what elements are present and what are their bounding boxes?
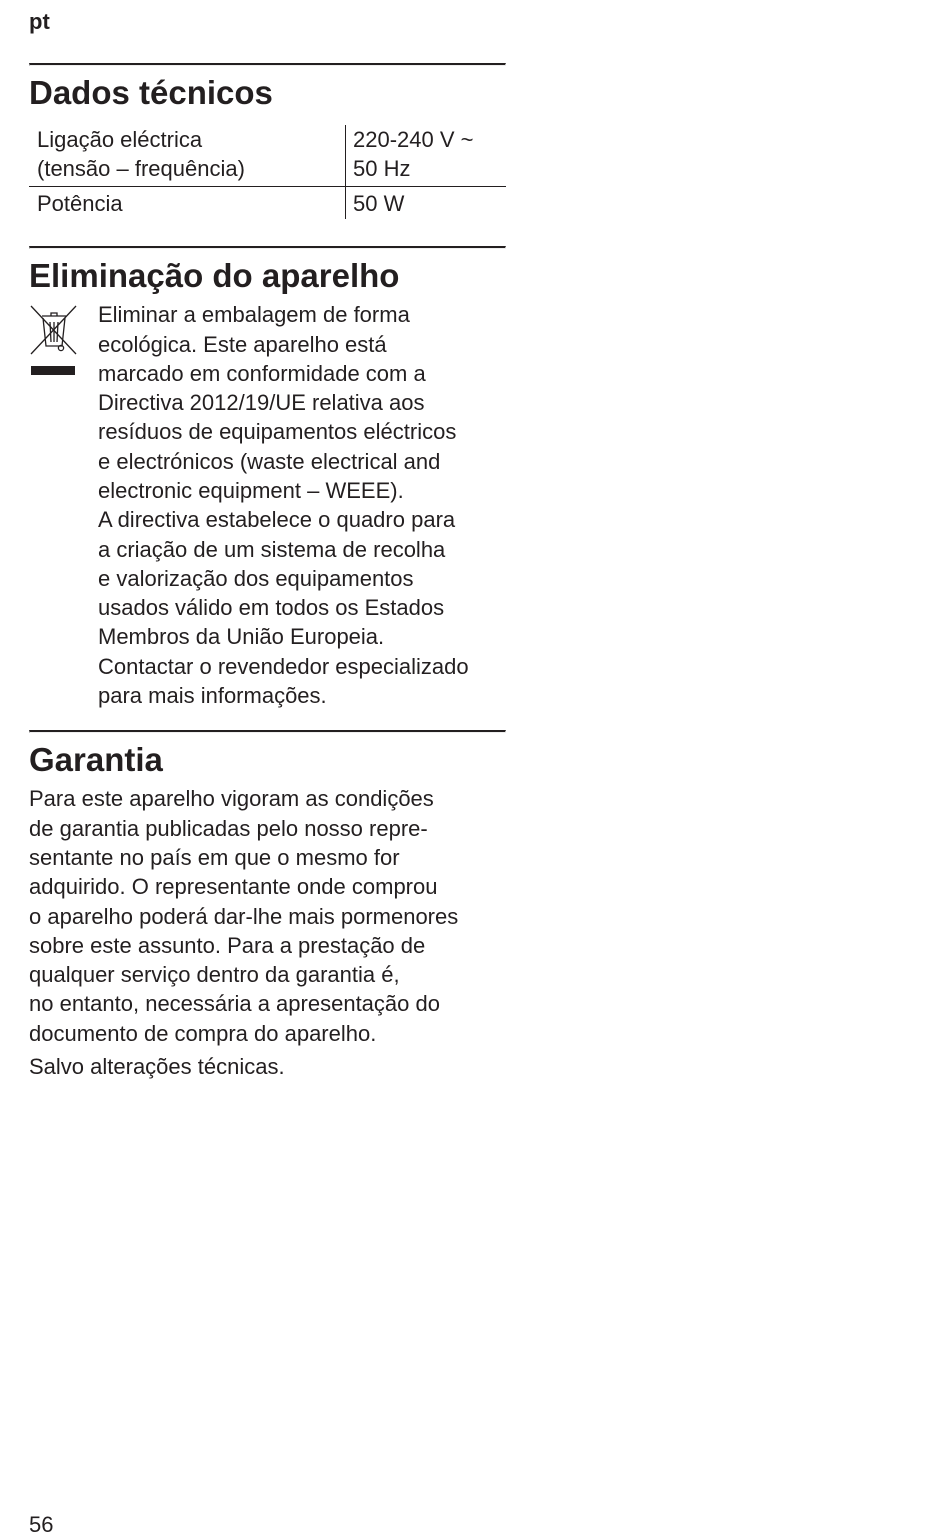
spec-value-line: 220-240 V ~	[353, 127, 474, 152]
text-line: ecológica. Este aparelho está	[98, 331, 387, 357]
text-line: electronic equipment – WEEE).	[98, 478, 404, 503]
spec-value-line: 50 W	[353, 190, 405, 216]
text-line: usados válido em todos os Estados	[98, 595, 445, 621]
text-line: adquirido. O representante onde comprou	[29, 874, 438, 900]
table-row	[29, 125, 506, 186]
disposal-body	[29, 300, 506, 710]
section-divider	[29, 63, 506, 66]
warranty-heading: Garantia	[29, 741, 163, 779]
spec-value-line: 50 Hz	[353, 156, 411, 182]
technical-changes-note: Salvo alterações técnicas.	[29, 1054, 285, 1080]
text-line: Directiva 2012/19/UE relativa aos	[98, 390, 425, 416]
spec-value-electrical-connection	[346, 125, 507, 186]
disposal-text	[98, 300, 469, 710]
section-divider	[29, 246, 506, 249]
spec-label-line: Ligação eléctrica	[37, 127, 203, 152]
technical-data-section	[29, 63, 506, 219]
text-line: resíduos de equipamentos eléctricos	[98, 419, 457, 445]
text-line: A directiva estabelece o quadro para	[98, 507, 456, 533]
spec-label-line: (tensão – frequência)	[37, 156, 245, 182]
text-line: a criação de um sistema de recolha	[98, 536, 446, 562]
text-line: o aparelho poderá dar-lhe mais pormenores	[29, 903, 459, 929]
text-line: marcado em conformidade com a	[98, 360, 426, 386]
text-line: qualquer serviço dentro da garantia é,	[29, 962, 400, 988]
technical-data-heading: Dados técnicos	[29, 74, 273, 111]
spec-label-electrical-connection	[29, 125, 346, 186]
table-row	[29, 186, 506, 219]
warranty-section	[29, 730, 506, 1081]
page-content	[29, 63, 506, 1081]
spec-label-power	[29, 186, 346, 219]
text-line: e electrónicos (waste electrical and	[98, 448, 441, 474]
text-line: no entanto, necessária a apresentação do	[29, 991, 440, 1017]
weee-crossed-bin-icon	[29, 300, 98, 710]
section-divider	[29, 730, 506, 733]
text-line: e valorização dos equipamentos	[98, 565, 414, 591]
disposal-heading: Eliminação do aparelho	[29, 257, 400, 295]
specs-table	[29, 125, 506, 219]
language-tag: pt	[29, 9, 50, 34]
text-line: Membros da União Europeia.	[98, 624, 385, 650]
text-line: sentante no país em que o mesmo for	[29, 844, 400, 870]
text-line: Eliminar a embalagem de forma	[98, 302, 410, 328]
text-line: sobre este assunto. Para a prestação de	[29, 932, 426, 958]
text-line: para mais informações.	[98, 683, 327, 709]
text-line: Contactar o revendedor especializado	[98, 653, 469, 679]
disposal-section	[29, 246, 506, 710]
text-line: documento de compra do aparelho.	[29, 1020, 377, 1046]
text-line: Para este aparelho vigoram as condições	[29, 786, 434, 812]
warranty-text	[29, 784, 506, 1048]
spec-value-power	[346, 186, 507, 219]
page-number: 56	[29, 1512, 54, 1537]
spec-label-line: Potência	[37, 190, 123, 216]
text-line: de garantia publicadas pelo nosso repre-	[29, 815, 428, 841]
